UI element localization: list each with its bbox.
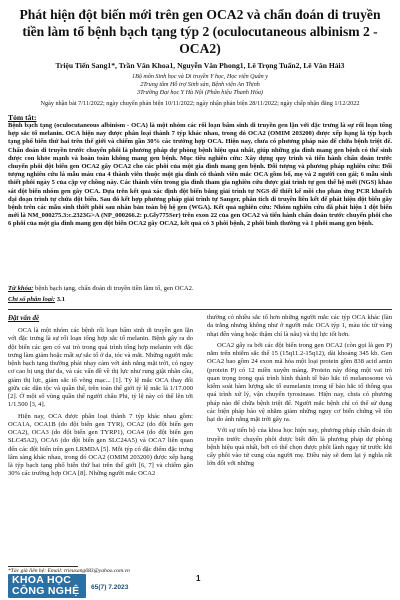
author-list: Triệu Tiến Sang1*, Trần Văn Khoa1, Nguyễn Văn Phong1, Lê Trọng Tuấn2, Lê Văn Hải3 — [55, 61, 345, 70]
body-paragraph: Hiện nay, OCA được phân loại thành 7 týp khác nhau gồm: OCA1A, OCA1B (do đột biến gen TYR), OCA2 (do đột biến gen OCA2), OCA3 (do đột biến gen TYRP1), OCA4 (do đột biến gen SLC45A2), OCA6 (do đột biến gen SLC24A5) và OCA7 liên quan đến các đột biến trên gen LRMDA [5]. Mỗi týp có đặc điểm đặc trưng lâm sàng khác nhau, trong đó OCA2 (OMIM 203200) được xếp hạng là týp bạch tạng phổ biến thứ hai trên thế giới [6, 7] và chiếm gần 30% các trường hợp OCA [8]. Những người mắc OCA2 — [8, 412, 193, 478]
subject-index-line — [8, 296, 392, 304]
section-divider — [8, 309, 392, 310]
footnote-divider — [8, 566, 78, 567]
section-heading: Đặt vấn đề — [8, 314, 40, 322]
subject-index-value: 3.1 — [56, 296, 65, 303]
logo-line-1: KHOA HỌC — [12, 574, 72, 586]
keywords-text: bệnh bạch tạng, chẩn đoán di truyền tiền làm tổ, gen OCA2. — [35, 285, 194, 292]
logo-line-2: CÔNG NGHỆ — [12, 585, 80, 597]
submission-dates: Ngày nhận bài 7/11/2022; ngày chuyển phản biện 10/11/2022; ngày nhận phản biện 28/11/2022; ngày chấp nhận đăng 1/12/2022 — [40, 100, 360, 107]
right-column — [207, 314, 392, 566]
body-paragraph: OCA2 gây ra bởi các đột biến trong gen OCA2 (còn gọi là gen P) nằm trên nhiễm sắc thể 15 (15q11.2-15q12), dài khoảng 345 kb. Gen OCA2 bao gồm 24 exon mã hóa một loại protein gồm 838 acid amin (protein P) có 12 miền xuyên màng. Protein này đóng một vai trò quan trọng trong quá trình hình thành tế bào hắc tố melanosome và kiểm soát hàm lượng sắc tố eumelanin trong tế bào hắc tố thông qua quá trình xử lý, vận chuyển tyrosinase. Hiện nay, chưa có phương pháp nào để chữa bệnh triệt để. Người mắc bệnh chỉ có thể sử dụng các biện pháp bảo vệ nhằm giảm những nguy cơ biến chứng về tổn hại do ánh nắng mặt trời gây ra. — [207, 341, 392, 423]
abstract-heading: Tóm tắt: — [8, 113, 37, 122]
abstract-text: Bệnh bạch tạng (oculocutaneous albinism - OCA) là một nhóm các rối loạn bẩm sinh di truyền gen lặn với đặc trưng là sự rối loạn tổng hợp sắc tố melanin. OCA hiện nay được phân loại thành 7 týp khác nhau, trong đó OCA2 (OMIM 203200) được xếp hạng là týp bạch tạng phổ biến thứ hai trên thế giới và chiếm gần 30% các trường hợp OCA. Hiện nay, chưa có phương pháp nào để chữa bệnh triệt để. Chẩn đoán di truyền trước chuyển phôi là phương pháp dự phòng bệnh hiệu quả nhất, giúp những gia đình mang gen bệnh có thể sinh được con khỏe mạnh và hoàn toàn không mang gen bệnh. Mục tiêu nghiên cứu: Xây dựng quy trình và tiến hành chẩn đoán trước chuyển phôi đột biến gen OCA2 gây OCA2 cho các phôi của một gia đình mang gen bệnh. Đối tượng và phương pháp nghiên cứu: Đối tượng nghiên cứu là mẫu máu của 4 thành viên thuộc một gia đình có thành viên mắc OCA gồm bố, mẹ và 2 người con gái; 6 mẫu sinh thiết phôi ngày 5 của cặp vợ chồng này. Các thành viên trong gia đình tham gia nghiên cứu được giải trình tự gen thế hệ mới (NGS) khảo sát đột biến nhóm gen gây OCA. Dựa trên kết quả xác định đột biến bằng giải trình tự NGS để thiết kế mồi cho phản ứng PCR khuếch đại đoạn trình tự chứa đột biến. Sau đó kết hợp phương pháp giải trình tự Sanger, phân tích di truyền liên kết để phát hiện đột biến gây bệnh trên các mẫu sinh thiết phôi sau nhân bản toàn bộ hệ gen (WGA). Kết quả nghiên cứu: Nhóm nghiên cứu đã phát hiện 1 đột biến mới là NM_000275.3:c.2323G>A (NP_000266.2: p.Gly775Ser) trên exon 22 của gen OCA2 và tiến hành chẩn đoán trước chuyển phôi cho 6 phôi của một gia đình mang gen đột biến OCA2 gây OCA2, kết quả có 3 phôi bệnh, 2 phôi bình thường và 1 phôi mang gen bệnh. — [8, 122, 392, 228]
issue-label: 65(7) 7.2023 — [91, 584, 129, 591]
paper-title: Phát hiện đột biến mới trên gen OCA2 và chẩn đoán di truyền tiền làm tổ bệnh bạch tạng týp 2 (oculocutaneous albinism 2 - OCA2) — [19, 7, 381, 56]
body-paragraph: OCA là một nhóm các bệnh rối loạn bẩm sinh di truyền gen lặn với đặc trưng là sự rối loạn tổng hợp sắc tố melanin. Bệnh gây ra do đột biến các gen có vai trò trong quá trình tổng hợp melanin với đặc trưng làm giảm hoặc mất sự sắc tố ở da, tóc và mắt. Những người mắc bệnh bạch tạng thường phải nhạy cảm với ánh nắng mặt trời, có nguy cơ cao bị ung thư da, và các vấn đề về thị lực như rung giật nhãn cầu, giảm thị lực, giảm sắc tố võng mạc... [1]. Tỷ lệ mắc OCA thay đổi giữa các dân tộc và quần thể, trên toàn thế giới tỷ lệ mắc là 1/17.000 [2]. Ở một số vùng quần thể người châu Phi, tỷ lệ này có thể lên tới 1/1.500 [3, 4]. — [8, 327, 193, 409]
body-paragraph: thường có nhiều sắc tố hơn những người mắc các týp OCA khác (làn da trắng nhưng không như ở người mắc OCA týp 1, màu tóc từ vàng nhạt đến vàng hoặc thậm chí là nâu) và thị lực tốt hơn. — [207, 314, 392, 338]
journal-logo — [8, 574, 86, 598]
affiliation-1: 1Bộ môn Sinh học và Di truyền Y học, Học viện Quân y — [132, 74, 268, 80]
page-footer — [0, 574, 400, 600]
page-number: 1 — [196, 574, 201, 583]
body-paragraph: Với sự tiến bộ của khoa học hiện nay, phương pháp chẩn đoán di truyền trước chuyển phôi được biết đến là phương pháp dự phòng bệnh hiệu quả nhất, bởi có thể chọn được phôi lành ngay từ trước khi cấy phôi vào tử cung của người mẹ. Điều này sẽ đem lại ý nghĩa rất lớn đối với những — [207, 427, 392, 468]
left-column — [8, 314, 193, 566]
keywords-line — [8, 285, 392, 293]
affiliation-2: 2Trung tâm Hỗ trợ Sinh sản, Bệnh viện An Thịnh — [140, 82, 260, 88]
affiliations — [10, 73, 390, 97]
keywords-label: Từ khóa: — [8, 285, 34, 292]
subject-index-label: Chỉ số phân loại: — [8, 296, 56, 303]
corresponding-author-footnote: *Tác giả liên hệ: Email: trieusang683@yahoo.com.vn — [8, 568, 130, 574]
affiliation-3: 3Trường Đại học Y Hà Nội (Phân hiệu Thanh Hóa) — [137, 90, 263, 96]
